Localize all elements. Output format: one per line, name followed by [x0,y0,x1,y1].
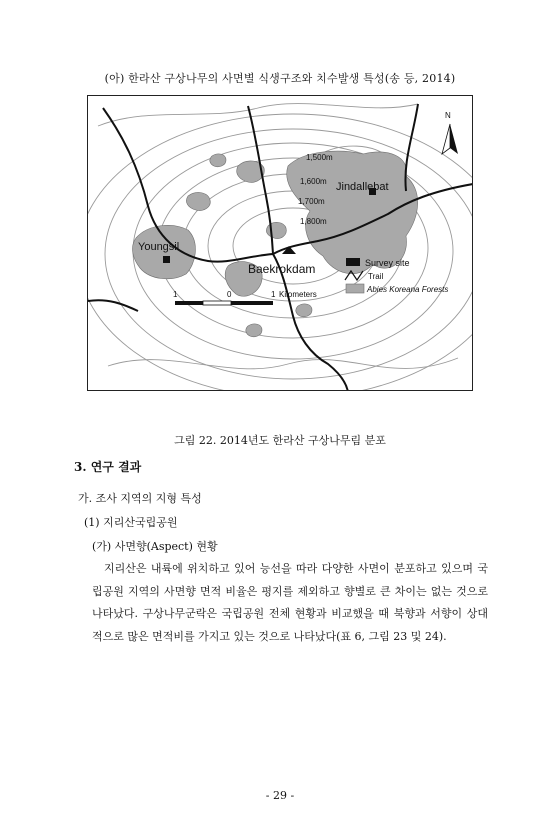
figure-caption: 그림 22. 2014년도 한라산 구상나무림 분포 [174,434,386,447]
legend-trail-label: Trail [368,272,384,281]
body-paragraph: 지리산은 내륙에 위치하고 있어 능선을 따라 다양한 사면이 분포하고 있으며 국립공원 지역의 사면향 면적 비율은 평지를 제외하고 향별로 큰 차이는 없는 것으로 나타났다. 구상나무군락은 국립공원 전체 현황과 비교했을 때 북향과 서향이 상대적으로 많은 면적비를 가지고 있는 것으로 나타났다(표 6, 그림 23 및 24). [92,562,488,643]
contour-label-1700: 1,700m [298,197,325,206]
survey-site-youngsil [163,256,170,263]
scale-label-left: 1 [173,290,178,299]
place-label-youngsil: Youngsil [138,241,180,253]
section-heading: 3. 연구 결과 [74,460,142,474]
subheading-aspect: (가) 사면향(Aspect) 현황 [92,540,218,553]
contour-label-1500: 1,500m [306,153,333,162]
halla-map [87,95,473,391]
contour-label-1600: 1,600m [300,177,327,186]
legend-forest-label: Abies Koreana Forests [367,285,449,294]
scale-unit: Kilometers [279,290,317,299]
legend-survey-site-label: Survey site [365,258,410,268]
scale-label-middle: 0 [227,290,232,299]
subheading-jirisan: (1) 지리산국립공원 [84,516,178,529]
subheading-terrain: 가. 조사 지역의 지형 특성 [78,492,202,505]
map-source-caption: (아) 한라산 구상나무의 사면별 식생구조와 치수발생 특성(송 등, 2014) [104,72,456,85]
north-label: N [445,111,451,120]
north-arrow-icon [442,111,458,154]
legend-forest-swatch [346,284,364,293]
page-number: - 29 - [265,789,295,802]
place-label-baekrokdam: Baekrokdam [248,262,316,276]
contour-label-1800: 1,800m [300,217,327,226]
place-label-jindallebat: Jindallebat [336,181,389,193]
scale-label-right: 1 [271,290,276,299]
legend-survey-site-swatch [346,258,360,266]
halla-map-svg [88,96,473,391]
